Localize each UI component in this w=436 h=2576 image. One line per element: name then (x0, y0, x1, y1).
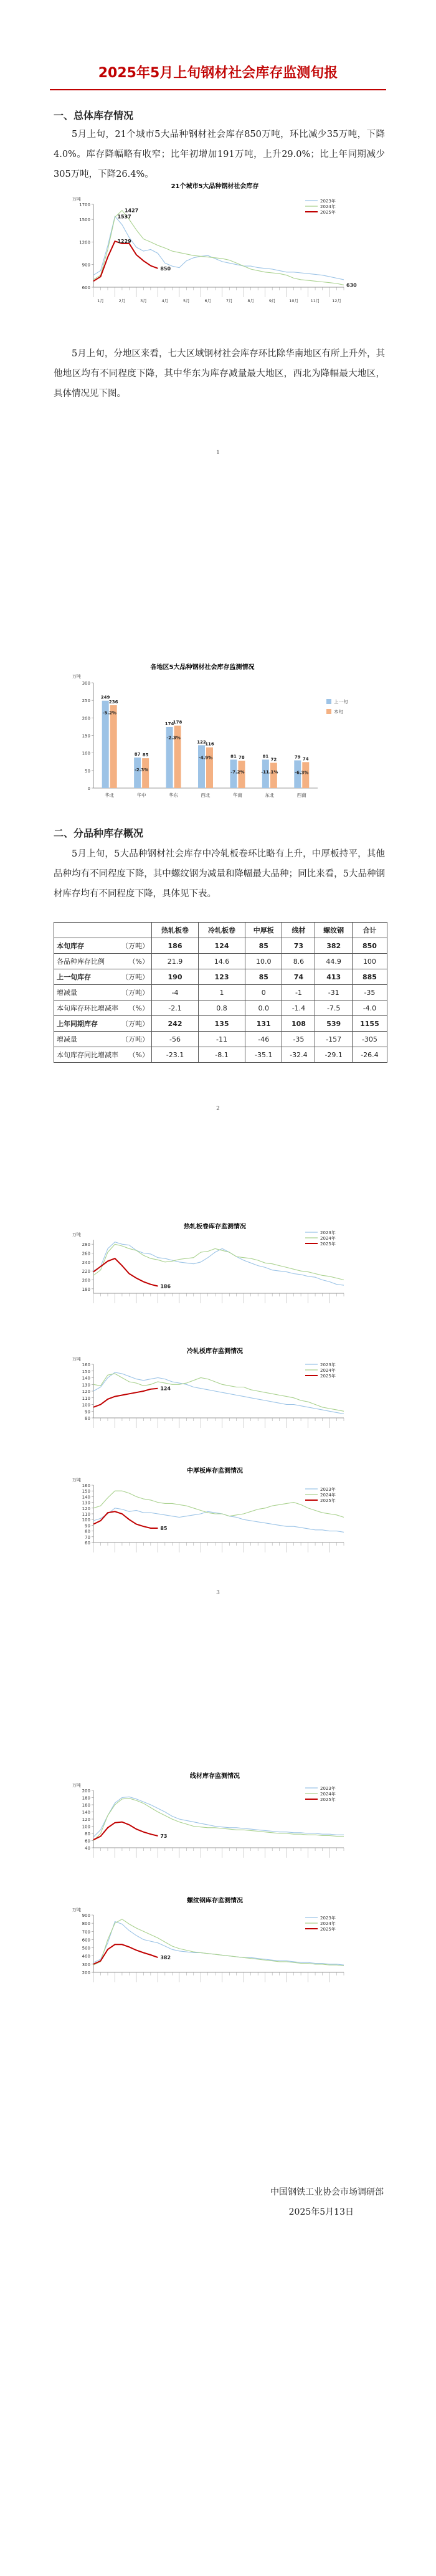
y-tick-label: 0 (87, 786, 90, 791)
y-tick-label: 90 (85, 1523, 90, 1529)
row-unit-text: （%） (128, 958, 149, 966)
legend-label: 2023年 (320, 1916, 336, 1921)
y-tick-label: 100 (82, 1402, 90, 1408)
legend-label: 2025年 (320, 210, 336, 215)
table-cell: -46 (245, 1032, 282, 1047)
table-row (54, 1016, 387, 1032)
table-row-label (54, 938, 152, 954)
bar-value-label: 122 (197, 739, 206, 745)
y-unit-label: 万吨 (72, 1478, 81, 1483)
y-tick-label: 200 (82, 1970, 90, 1975)
page-number-3: 3 (216, 1590, 220, 1596)
legend-label: 2023年 (320, 199, 336, 204)
y-tick-label: 600 (82, 285, 90, 290)
x-month-label: 7月 (225, 298, 233, 303)
row-label-text: 本旬库存同比增减率 (57, 1051, 118, 1059)
x-month-label: 11月 (310, 298, 320, 303)
table-row (54, 969, 387, 985)
legend-label: 2024年 (320, 1368, 336, 1373)
series-line-2023年 (93, 1242, 344, 1286)
table-cell: -7.5 (315, 1000, 352, 1016)
table-cell: 74 (282, 969, 315, 985)
x-category-label: 西南 (296, 792, 306, 798)
table-row (54, 985, 387, 1000)
legend-label: 2024年 (320, 204, 336, 209)
table-cell: -26.4 (352, 1047, 387, 1063)
legend-label: 2023年 (320, 1362, 336, 1367)
change-label: -2.3% (134, 767, 149, 772)
y-tick-label: 160 (82, 1803, 90, 1808)
bar-value-label: 81 (262, 754, 269, 759)
table-row-label (54, 969, 152, 985)
table-cell: 14.6 (199, 954, 245, 969)
x-category-label: 华东 (169, 792, 179, 798)
table-cell: -11 (199, 1032, 245, 1047)
chart-hot-rolled (69, 1221, 361, 1314)
x-month-label: 3月 (140, 298, 147, 303)
series-line-2025年 (93, 1258, 158, 1286)
x-month-label: 1月 (97, 298, 104, 303)
legend-label: 上一旬 (334, 699, 348, 705)
y-tick-label: 150 (82, 1369, 90, 1374)
row-label-text: 上一旬库存 (57, 973, 91, 981)
row-unit-text: （%） (128, 1004, 149, 1012)
table-cell: -157 (315, 1032, 352, 1047)
chart-rebar (69, 1894, 361, 1994)
x-month-label: 6月 (204, 298, 212, 303)
chart-regional-inventory (69, 659, 361, 806)
table-cell: 123 (199, 969, 245, 985)
table-cell: 8.6 (282, 954, 315, 969)
y-tick-label: 140 (82, 1810, 90, 1815)
table-cell: 10.0 (245, 954, 282, 969)
row-unit-text: （万吨） (121, 1035, 149, 1043)
table-cell: 124 (199, 938, 245, 954)
legend-label: 2025年 (320, 1927, 336, 1932)
table-header-cell: 线材 (282, 923, 315, 938)
y-tick-label: 150 (82, 1489, 90, 1495)
legend-label: 2024年 (320, 1493, 336, 1498)
series-line-2024年 (93, 1799, 344, 1841)
chart-title: 热轧板卷库存监测情况 (184, 1224, 246, 1230)
bar-华北-本旬 (110, 705, 117, 788)
y-tick-label: 80 (85, 1529, 90, 1534)
x-category-label: 华中 (136, 792, 146, 798)
table-cell: 885 (352, 969, 387, 985)
y-tick-label: 250 (82, 698, 90, 704)
y-tick-label: 240 (82, 1260, 90, 1265)
bar-value-label: 236 (108, 700, 118, 705)
data-label: 1537 (117, 214, 131, 220)
y-tick-label: 500 (82, 1946, 90, 1951)
chart-wire-rod (69, 1769, 361, 1869)
bar-value-label: 74 (302, 756, 309, 762)
table-header-cell (54, 923, 152, 938)
row-label-text: 各品种库存比例 (57, 958, 105, 966)
table-cell: -4 (152, 985, 199, 1000)
table-header-cell: 中厚板 (245, 923, 282, 938)
table-header-cell: 螺纹钢 (315, 923, 352, 938)
legend-label: 本旬 (334, 709, 343, 715)
table-header-cell: 合计 (352, 923, 387, 938)
bar-value-label: 85 (142, 753, 149, 758)
section2-paragraph: 5月上旬，5大品种钢材社会库存中冷轧板卷环比略有上升，中厚板持平，其他品种均有不同程度下降，其中螺纹钢为减量和降幅最大品种；同比来看，5大品种钢材库存均有不同程度下降，具体见下表。 (54, 849, 385, 899)
data-label: 1229 (117, 239, 131, 245)
y-tick-label: 120 (82, 1817, 90, 1822)
chart-cold-rolled (69, 1346, 361, 1439)
y-tick-label: 1500 (79, 217, 90, 223)
table-cell: 186 (152, 938, 199, 954)
data-label: 1427 (124, 207, 139, 214)
table-cell: -31 (315, 985, 352, 1000)
table-cell: -32.4 (282, 1047, 315, 1063)
y-tick-label: 120 (82, 1389, 90, 1394)
series-line-2023年 (93, 216, 344, 280)
legend-label: 2023年 (320, 1487, 336, 1492)
series-line-2025年 (93, 1511, 158, 1528)
legend-label: 2025年 (320, 1498, 336, 1503)
data-label: 85 (160, 1526, 168, 1531)
x-month-label: 9月 (268, 298, 276, 303)
y-tick-label: 100 (82, 1824, 90, 1830)
y-tick-label: 90 (85, 1409, 90, 1415)
data-label: 382 (160, 1955, 171, 1961)
table-cell: 85 (245, 938, 282, 954)
y-unit-label: 万吨 (72, 197, 81, 202)
chart-title: 线材库存监测情况 (190, 1773, 240, 1780)
bar-value-label: 72 (270, 757, 277, 763)
x-month-label: 2月 (118, 298, 126, 303)
bar-西北-上一旬 (198, 745, 205, 788)
y-tick-label: 160 (82, 1483, 90, 1488)
bar-value-label: 249 (100, 695, 110, 700)
y-unit-label: 万吨 (72, 1232, 81, 1237)
bar-value-label: 116 (205, 741, 214, 747)
y-tick-label: 70 (85, 1534, 90, 1540)
table-cell: 539 (315, 1016, 352, 1032)
change-label: -2.3% (166, 735, 181, 741)
x-category-label: 华北 (105, 792, 115, 798)
chart-total-inventory (69, 178, 361, 312)
y-tick-label: 300 (82, 681, 90, 686)
y-tick-label: 150 (82, 733, 90, 739)
y-tick-label: 260 (82, 1251, 90, 1257)
y-tick-label: 180 (82, 1286, 90, 1292)
bar-value-label: 87 (134, 751, 141, 757)
legend-label: 2024年 (320, 1921, 336, 1926)
row-unit-text: （万吨） (121, 1020, 149, 1028)
legend-label: 2023年 (320, 1786, 336, 1791)
bar-华中-上一旬 (134, 758, 141, 788)
table-cell: 135 (199, 1016, 245, 1032)
series-line-2024年 (93, 1919, 344, 1966)
legend-label: 2025年 (320, 1374, 336, 1379)
y-tick-label: 80 (85, 1832, 90, 1837)
y-tick-label: 140 (82, 1376, 90, 1381)
y-tick-label: 180 (82, 1795, 90, 1801)
y-tick-label: 1700 (79, 202, 90, 207)
y-unit-label: 万吨 (72, 1783, 81, 1788)
row-label-text: 上年同期库存 (57, 1020, 98, 1028)
y-tick-label: 140 (82, 1495, 90, 1500)
bar-华中-本旬 (142, 758, 149, 788)
table-cell: 1 (199, 985, 245, 1000)
series-line-2025年 (93, 1389, 158, 1407)
report-title: 2025年5月上旬钢材社会库存监测旬报 (98, 65, 338, 81)
table-cell: -23.1 (152, 1047, 199, 1063)
section1-heading: 一、总体库存情况 (54, 110, 134, 121)
y-unit-label: 万吨 (72, 1357, 81, 1362)
chart-title: 各地区5大品种钢材社会库存监测情况 (150, 664, 255, 671)
table-cell: 108 (282, 1016, 315, 1032)
y-tick-label: 130 (82, 1500, 90, 1506)
y-tick-label: 900 (82, 262, 90, 268)
table-cell: 242 (152, 1016, 199, 1032)
y-tick-label: 200 (82, 716, 90, 721)
signature-org: 中国钢铁工业协会市场调研部 (270, 2187, 384, 2197)
bar-西北-本旬 (206, 748, 213, 788)
y-tick-label: 1200 (79, 240, 90, 245)
table-header-row (54, 923, 387, 938)
section1-paragraph-1: 5月上旬，21个城市5大品种钢材社会库存850万吨，环比减少35万吨，下降4.0%。库存降幅略有收窄；比年初增加191万吨，上升29.0%；比上年同期减少305万吨，下降26.4%。 (54, 130, 385, 179)
table-cell: 44.9 (315, 954, 352, 969)
table-row (54, 1047, 387, 1063)
table-row-label (54, 1047, 152, 1063)
x-category-label: 东北 (265, 792, 275, 798)
legend-label: 2024年 (320, 1792, 336, 1797)
bar-value-label: 79 (294, 754, 301, 760)
y-tick-label: 80 (85, 1416, 90, 1421)
table-cell: -4.0 (352, 1000, 387, 1016)
row-unit-text: （%） (128, 1051, 149, 1059)
y-unit-label: 万吨 (72, 674, 81, 679)
chart-medium-plate (69, 1464, 361, 1564)
legend-label: 2025年 (320, 1797, 336, 1802)
table-row-label (54, 1000, 152, 1016)
table-row (54, 938, 387, 954)
table-cell: -305 (352, 1032, 387, 1047)
x-month-label: 5月 (182, 298, 190, 303)
legend-swatch (326, 709, 331, 714)
change-label: -5.2% (102, 710, 116, 716)
x-month-label: 8月 (247, 298, 255, 303)
change-label: -4.9% (198, 755, 213, 761)
bar-value-label: 78 (239, 755, 245, 761)
page-number-1: 1 (216, 450, 220, 456)
table-header-cell: 热轧板卷 (152, 923, 199, 938)
table-cell: 413 (315, 969, 352, 985)
table-cell: 21.9 (152, 954, 199, 969)
table-cell: 85 (245, 969, 282, 985)
row-unit-text: （万吨） (121, 989, 149, 997)
chart-title: 21个城市5大品种钢材社会库存 (171, 183, 259, 190)
change-label: -7.2% (230, 769, 245, 775)
section2-heading: 二、分品种库存概况 (54, 827, 144, 839)
table-cell: -2.1 (152, 1000, 199, 1016)
table-row (54, 1032, 387, 1047)
variety-inventory-table (54, 922, 387, 1063)
section1-paragraph-2: 5月上旬，分地区来看，七大区域钢材社会库存环比除华南地区有所上升外，其他地区均有不同程度下降，其中华东为库存减量最大地区，西北为降幅最大地区，具体情况见下图。 (54, 349, 385, 399)
row-label-text: 本旬库存环比增减率 (57, 1004, 118, 1012)
table-cell: -56 (152, 1032, 199, 1047)
data-label: 850 (160, 265, 171, 272)
table-row-label (54, 954, 152, 969)
change-label: -6.3% (295, 770, 309, 776)
table-row-label (54, 1032, 152, 1047)
x-month-label: 12月 (332, 298, 341, 303)
x-month-label: 10月 (289, 298, 298, 303)
data-label: 124 (160, 1385, 171, 1392)
table-row-label (54, 1016, 152, 1032)
table-cell: -29.1 (315, 1047, 352, 1063)
bar-value-label: 174 (164, 721, 174, 726)
row-unit-text: （万吨） (121, 942, 149, 950)
y-tick-label: 100 (82, 751, 90, 756)
table-cell: -35.1 (245, 1047, 282, 1063)
row-label-text: 本旬库存 (57, 942, 84, 950)
y-unit-label: 万吨 (72, 1908, 81, 1913)
y-tick-label: 60 (85, 1838, 90, 1844)
series-line-2023年 (93, 1797, 344, 1840)
table-cell: -35 (282, 1032, 315, 1047)
y-tick-label: 280 (82, 1242, 90, 1248)
data-label: 186 (160, 1283, 171, 1290)
y-tick-label: 200 (82, 1278, 90, 1283)
y-tick-label: 130 (82, 1382, 90, 1388)
title-divider (50, 89, 386, 90)
series-line-2023年 (93, 1922, 344, 1965)
y-tick-label: 400 (82, 1954, 90, 1959)
data-label: 73 (160, 1833, 168, 1840)
bar-东北-本旬 (270, 763, 277, 788)
row-unit-text: （万吨） (121, 973, 149, 981)
y-tick-label: 100 (82, 1518, 90, 1523)
legend-swatch (326, 699, 331, 704)
y-tick-label: 220 (82, 1269, 90, 1275)
table-cell: 131 (245, 1016, 282, 1032)
table-cell: 190 (152, 969, 199, 985)
y-tick-label: 600 (82, 1937, 90, 1943)
signature-date: 2025年5月13日 (288, 2207, 354, 2217)
y-tick-label: 110 (82, 1395, 90, 1401)
table-cell: 382 (315, 938, 352, 954)
y-tick-label: 50 (85, 768, 90, 774)
table-cell: 0.8 (199, 1000, 245, 1016)
chart-title: 中厚板库存监测情况 (187, 1468, 243, 1475)
table-row (54, 1000, 387, 1016)
table-cell: 73 (282, 938, 315, 954)
table-cell: -1 (282, 985, 315, 1000)
y-tick-label: 110 (82, 1512, 90, 1517)
table-row-label (54, 985, 152, 1000)
x-category-label: 华南 (232, 792, 242, 798)
x-category-label: 西北 (201, 792, 211, 798)
y-tick-label: 60 (85, 1541, 90, 1546)
change-label: -11.1% (261, 769, 278, 775)
legend-label: 2024年 (320, 1236, 336, 1241)
table-cell: 1155 (352, 1016, 387, 1032)
chart-title: 冷轧板库存监测情况 (187, 1348, 243, 1355)
y-tick-label: 120 (82, 1506, 90, 1511)
series-line-2024年 (93, 1374, 344, 1411)
y-tick-label: 800 (82, 1921, 90, 1927)
legend-label: 2023年 (320, 1230, 336, 1235)
y-tick-label: 200 (82, 1789, 90, 1794)
table-cell: -1.4 (282, 1000, 315, 1016)
table-cell: 100 (352, 954, 387, 969)
y-tick-label: 300 (82, 1962, 90, 1967)
bar-value-label: 81 (230, 754, 237, 759)
y-tick-label: 700 (82, 1929, 90, 1935)
table-row (54, 954, 387, 969)
y-tick-label: 900 (82, 1913, 90, 1918)
page-number-2: 2 (216, 1106, 220, 1112)
row-label-text: 增减量 (57, 989, 77, 997)
table-header-cell: 冷轧板卷 (199, 923, 245, 938)
bar-value-label: 178 (173, 720, 182, 725)
row-label-text: 增减量 (57, 1035, 77, 1043)
y-tick-label: 160 (82, 1362, 90, 1367)
table-cell: -8.1 (199, 1047, 245, 1063)
table-cell: 0.0 (245, 1000, 282, 1016)
chart-title: 螺纹钢库存监测情况 (187, 1898, 243, 1904)
y-tick-label: 40 (85, 1846, 90, 1851)
table-cell: 850 (352, 938, 387, 954)
x-month-label: 4月 (161, 298, 169, 303)
data-label: 630 (346, 282, 357, 288)
table-cell: -35 (352, 985, 387, 1000)
legend-label: 2025年 (320, 1242, 336, 1247)
table-cell: 0 (245, 985, 282, 1000)
